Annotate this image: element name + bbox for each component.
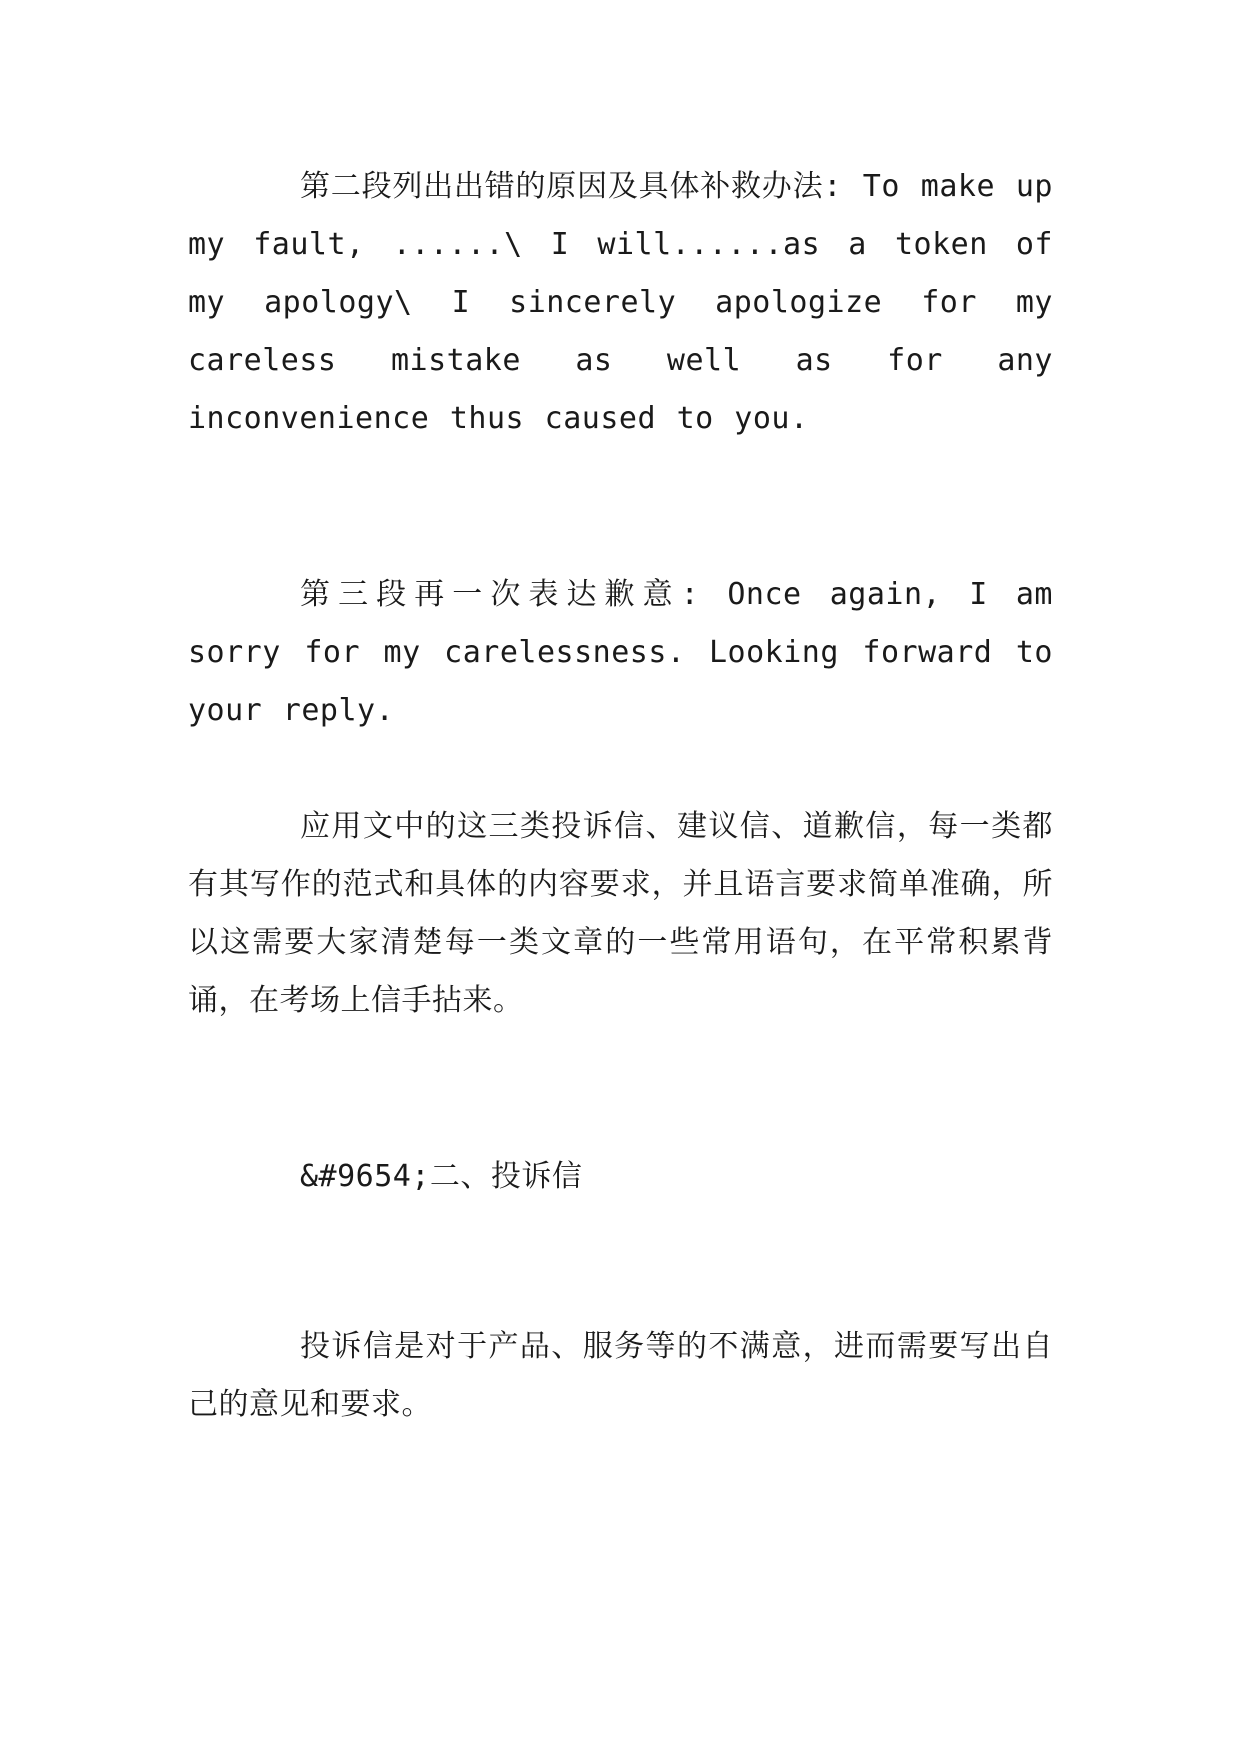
section-heading-complaint-letter: &#9654;二、投诉信 (300, 1159, 583, 1194)
paragraph-apology-again: 第三段再一次表达歉意: Once again, I am sorry for my carelessness. Looking forward to your reply. (188, 577, 1053, 728)
paragraph-complaint-intro: 投诉信是对于产品、服务等的不满意，进而需要写出自己的意见和要求。 (188, 1329, 1053, 1422)
paragraph-remedy: 第二段列出出错的原因及具体补救办法: To make up my fault, ......\ I will......as a token of my apology\ I sincerely apologize for my careless mistake as well as for any inconvenience thus caused to you. (188, 169, 1053, 436)
paragraph-summary: 应用文中的这三类投诉信、建议信、道歉信，每一类都有其写作的范式和具体的内容要求，并且语言要求简单准确，所以这需要大家清楚每一类文章的一些常用语句，在平常积累背诵，在考场上信手拈来。 (188, 809, 1053, 1018)
